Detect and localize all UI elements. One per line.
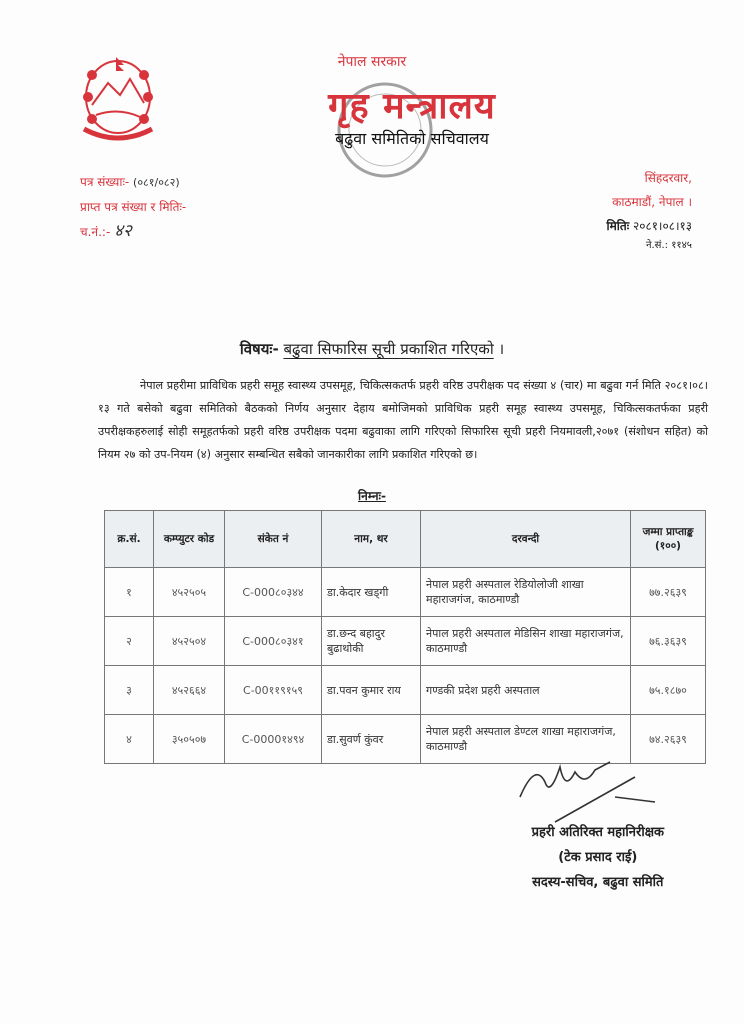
- subject-text: बढुवा सिफारिस सूची प्रकाशित गरिएको: [283, 340, 494, 358]
- address-line-1: सिंहदरवार,: [644, 171, 692, 185]
- subject-end: ।: [498, 340, 505, 358]
- cell-total-score: ७५.१८७०: [631, 666, 706, 715]
- cell-post: गण्डकी प्रदेश प्रहरी अस्पताल: [421, 666, 631, 715]
- signatory-title: प्रहरी अतिरिक्त महानिरीक्षक: [531, 825, 664, 840]
- cell-symbol-no: C-0000१४९४: [225, 715, 322, 764]
- cell-computer-code: ३५०५०७: [154, 715, 225, 764]
- address-date: [606, 166, 692, 254]
- secretariat-title: बढुवा समितिको सचिवालय: [335, 129, 489, 148]
- table-row: [105, 568, 706, 617]
- cell-post: नेपाल प्रहरी अस्पताल डेण्टल शाखा महाराजगंज, काठमाण्डौ: [421, 715, 631, 764]
- col-name: नाम, थर: [322, 511, 421, 568]
- signatory-name: (टेक प्रसाद राई): [558, 850, 638, 865]
- ministry-title: गृह मन्त्रालय: [328, 86, 496, 127]
- cell-total-score: ७७.२६३९: [631, 568, 706, 617]
- cell-symbol-no: C-000८०३४४: [225, 568, 322, 617]
- date-label: मितिः: [606, 219, 630, 233]
- cell-name: डा.पवन कुमार राय: [322, 666, 421, 715]
- signatory-role: सदस्य-सचिव, बढुवा समिति: [532, 875, 664, 890]
- table-header-row: [105, 511, 706, 568]
- subject-line: [0, 339, 744, 359]
- list-heading: निम्नः-: [358, 489, 386, 503]
- address-line-2: काठमाडौं, नेपाल ।: [612, 195, 692, 209]
- subject-label: विषयः-: [239, 340, 279, 358]
- cell-post: नेपाल प्रहरी अस्पताल रेडियोलोजी शाखा महाराजगंज, काठमाण्डौ: [421, 568, 631, 617]
- body-text: [98, 374, 708, 466]
- cell-name: डा.केदार खड्गी: [322, 568, 421, 617]
- col-post: दरवन्दी: [421, 511, 631, 568]
- body-paragraph: नेपाल प्रहरीमा प्राविधिक प्रहरी समूह स्वास्थ्य उपसमूह, चिकित्सकतर्फ प्रहरी वरिष्ठ उपरीक्षक पद संख्या ४ (चार) मा बढुवा गर्न मिति २०८१।०८।१३ गते बसेको बढुवा समितिको बैठकको निर्णय अनुसार देहाय बमोजिमको प्राविधिक प्रहरी समूह स्वास्थ्य उपसमूह, चिकित्सकतर्फका प्रहरी उपरीक्षकहरुलाई सोही समूहतर्फको प्रहरी वरिष्ठ उपरीक्षक पदमा बढुवाका लागि गरिएको सिफारिस सूची प्रहरी नियमावली,२०७१ (संशोधन सहित) को नियम २७ को उप-नियम (४) अनुसार सम्बन्धित सबैको जानकारीका लागि प्रकाशित गरिएको छ।: [98, 379, 708, 461]
- cell-sn: १: [105, 568, 154, 617]
- dispatch-label: च.नं.:-: [80, 225, 111, 239]
- cell-symbol-no: C-000८०३४१: [225, 617, 322, 666]
- table-row: [105, 617, 706, 666]
- government-heading: नेपाल सरकार: [337, 54, 407, 70]
- received-label: प्राप्त पत्र संख्या र मितिः-: [80, 200, 187, 214]
- cell-sn: २: [105, 617, 154, 666]
- date-value: २०८१।०८।१३: [632, 219, 692, 233]
- cell-name: डा.सुवर्ण कुंवर: [322, 715, 421, 764]
- dispatch-no: ४२: [114, 221, 132, 241]
- cell-name: डा.छन्द बहादुर बुढाथोकी: [322, 617, 421, 666]
- col-symbol-no: संकेत नं: [225, 511, 322, 568]
- cell-symbol-no: C-00११९१५९: [225, 666, 322, 715]
- cell-total-score: ७६.३६३९: [631, 617, 706, 666]
- letter-reference: [80, 170, 186, 244]
- cell-computer-code: ४५२६६४: [154, 666, 225, 715]
- cell-total-score: ७४.२६३९: [631, 715, 706, 764]
- cell-computer-code: ४५२५०५: [154, 568, 225, 617]
- letter-no-label: पत्र संख्याः-: [80, 175, 130, 189]
- cell-post: नेपाल प्रहरी अस्पताल मेडिसिन शाखा महाराजगंज, काठमाण्डौ: [421, 617, 631, 666]
- cell-sn: ३: [105, 666, 154, 715]
- cell-sn: ४: [105, 715, 154, 764]
- cell-computer-code: ४५२५०४: [154, 617, 225, 666]
- table-row: [105, 666, 706, 715]
- ns-value: ११४५: [671, 240, 692, 251]
- col-computer-code: कम्प्युटर कोड: [154, 511, 225, 568]
- ns-label: ने.सं.:: [645, 240, 668, 251]
- col-total-score: जम्मा प्राप्ताङ्क (१००): [631, 511, 706, 568]
- signature-icon: [515, 752, 665, 827]
- signatory-block: [532, 820, 664, 895]
- recommendation-table: [104, 510, 706, 764]
- letter-no: (०८१/०८२): [133, 176, 180, 189]
- col-sn: क्र.सं.: [105, 511, 154, 568]
